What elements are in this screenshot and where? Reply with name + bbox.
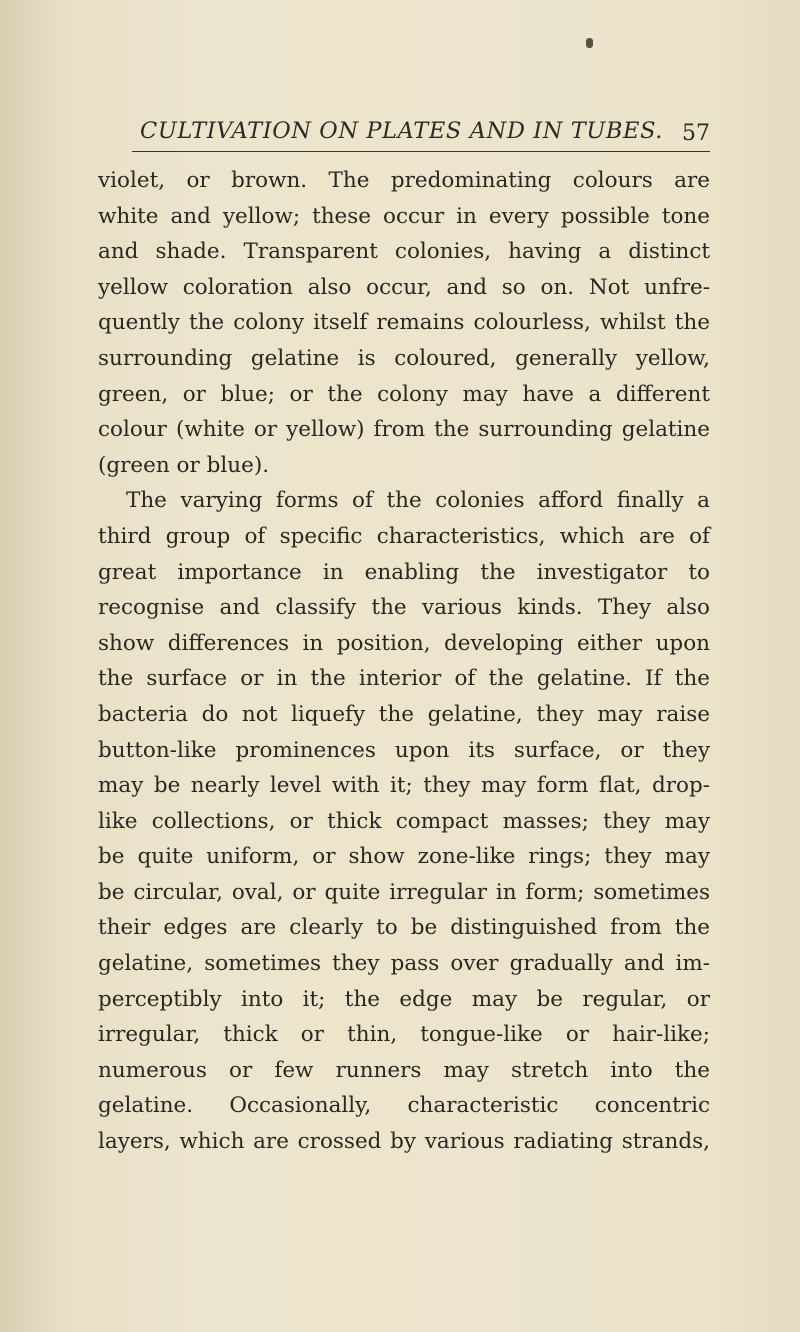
running-head (140, 118, 710, 152)
ink-speck (586, 38, 593, 48)
text-line: gelatine, sometimes they pass over gradually and im- (98, 951, 710, 977)
body-text (98, 163, 710, 1160)
paragraph-1 (98, 163, 710, 483)
text-line: The varying forms of the colonies afford finally a (126, 488, 710, 514)
text-line: the surface or in the interior of the gelatine. If the (98, 666, 710, 692)
text-line: green, or blue; or the colony may have a different (98, 381, 710, 407)
text-line: perceptibly into it; the edge may be regular, or (98, 986, 710, 1012)
text-line: button-like prominences upon its surface, or they (98, 737, 710, 763)
text-line: may be nearly level with it; they may form flat, drop- (98, 773, 710, 799)
text-line: white and yellow; these occur in every possible tone (98, 203, 710, 229)
text-line: numerous or few runners may stretch into the (98, 1057, 710, 1083)
text-line: bacteria do not liquefy the gelatine, they may raise (98, 701, 710, 727)
text-line: be quite uniform, or show zone-like rings; they may (98, 844, 710, 870)
text-line: surrounding gelatine is coloured, generally yellow, (98, 345, 710, 371)
text-line: show differences in position, developing either upon (98, 630, 710, 656)
text-line: irregular, thick or thin, tongue-like or hair-like; (98, 1022, 710, 1048)
text-line: gelatine. Occasionally, characteristic concentric (98, 1093, 710, 1119)
text-line: layers, which are crossed by various radiating strands, (98, 1129, 710, 1155)
text-line: like collections, or thick compact masses; they may (98, 808, 710, 834)
paragraph-2 (98, 483, 710, 1159)
text-line: quently the colony itself remains colourless, whilst the (98, 310, 710, 336)
text-line: their edges are clearly to be distinguished from the (98, 915, 710, 941)
header-rule (132, 151, 710, 152)
text-line: (green or blue). (98, 452, 270, 478)
text-line: colour (white or yellow) from the surrounding gelatine (98, 417, 710, 443)
text-line: violet, or brown. The predominating colours are (98, 168, 710, 193)
page-number: 57 (682, 121, 710, 146)
text-line: be circular, oval, or quite irregular in form; sometimes (98, 879, 710, 905)
text-line: yellow coloration also occur, and so on. Not unfre- (98, 274, 710, 300)
running-title: CULTIVATION ON PLATES AND IN TUBES. (140, 118, 664, 144)
text-line: great importance in enabling the investigator to (98, 559, 710, 585)
text-line: third group of specific characteristics, which are of (98, 523, 710, 549)
text-line: recognise and classify the various kinds. They also (98, 595, 710, 621)
text-line: and shade. Transparent colonies, having a distinct (98, 239, 710, 265)
